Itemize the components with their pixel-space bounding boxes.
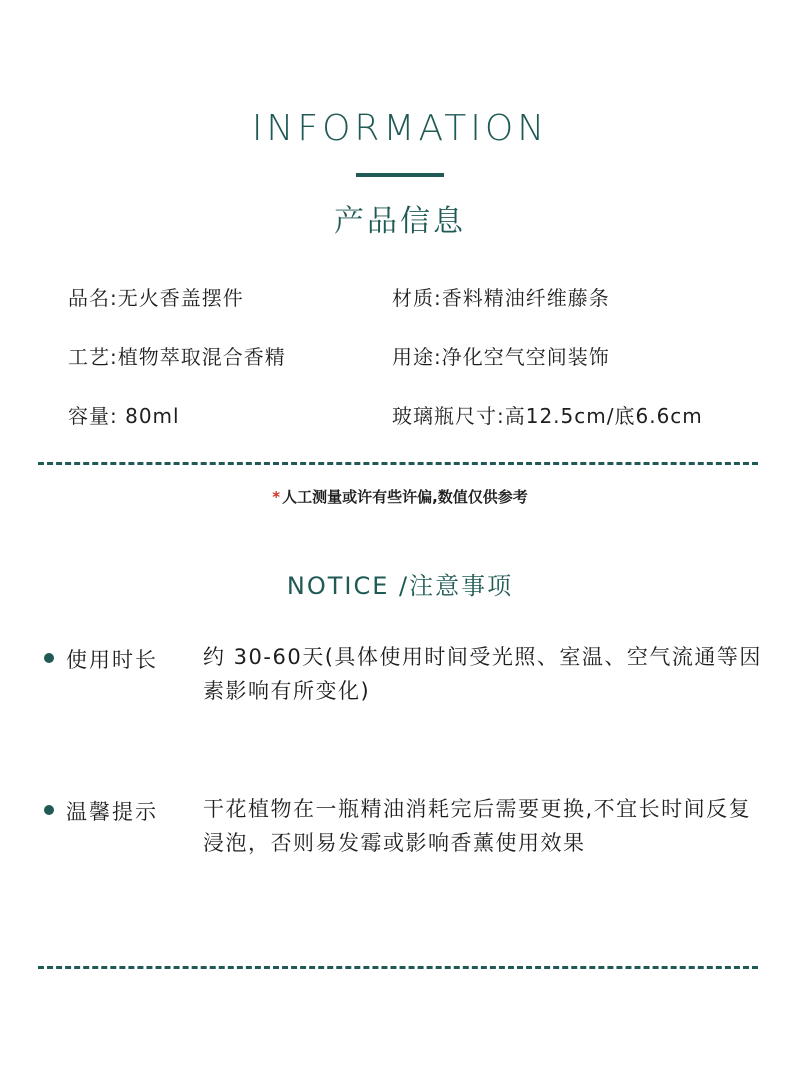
measurement-footnote xyxy=(0,486,800,507)
bullet-dot-icon xyxy=(44,805,54,815)
info-title-en: INFORMATION xyxy=(251,108,549,149)
spec-capacity: 容量: 80ml xyxy=(68,404,180,428)
notice-title: NOTICE /注意事项 xyxy=(286,572,514,600)
spec-craft: 工艺:植物萃取混合香精 xyxy=(68,345,286,369)
spec-usage: 用途:净化空气空间装饰 xyxy=(392,345,610,369)
footnote-text: 人工测量或许有些许偏,数值仅供参考 xyxy=(282,488,528,506)
title-underline xyxy=(356,173,444,177)
notice-label-duration: 使用时长 xyxy=(66,648,158,672)
notice-text-tips: 干花植物在一瓶精油消耗完后需要更换,不宜长时间反复浸泡，否则易发霉或影响香薰使用效果 xyxy=(203,797,752,855)
spec-name: 品名:无火香盖摆件 xyxy=(68,286,244,310)
spec-material: 材质:香料精油纤维藤条 xyxy=(392,286,610,310)
footnote-star: * xyxy=(272,488,281,506)
notice-text-duration: 约 30-60天(具体使用时间受光照、室温、空气流通等因素影响有所变化) xyxy=(203,645,762,703)
notice-label-tips: 温馨提示 xyxy=(66,800,158,824)
divider-top xyxy=(38,462,758,465)
bullet-dot-icon xyxy=(44,653,54,663)
info-title-cn: 产品信息 xyxy=(334,204,466,239)
spec-bottle-size: 玻璃瓶尺寸:高12.5cm/底6.6cm xyxy=(392,404,703,428)
divider-bottom xyxy=(38,966,758,969)
